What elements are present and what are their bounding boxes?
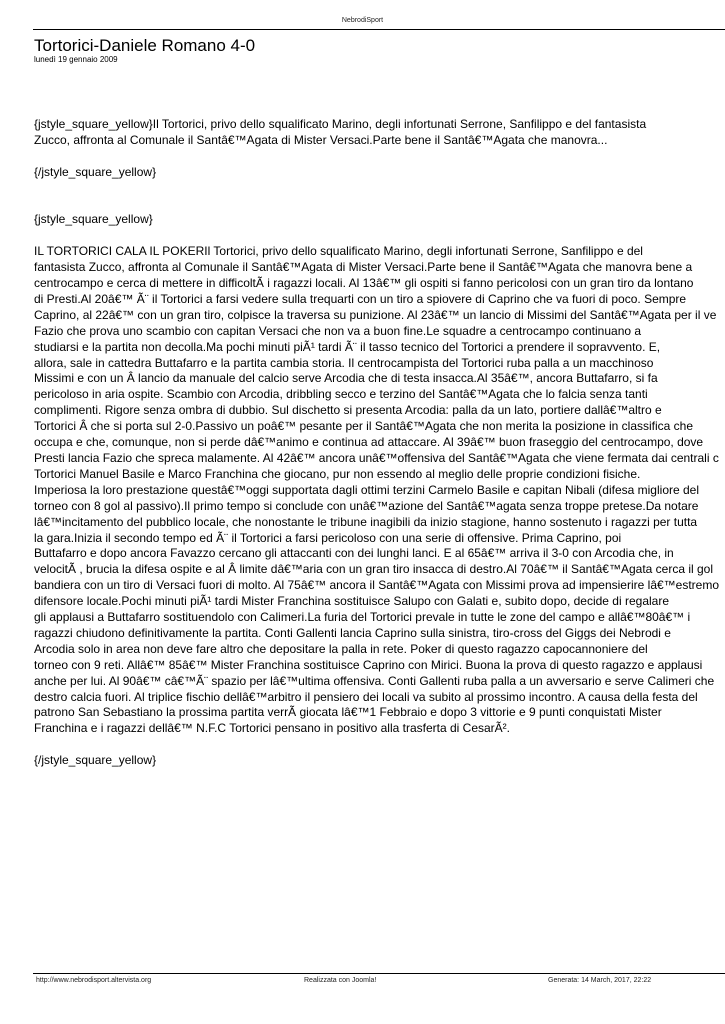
body-line: centrocampo e cerca di mettere in difficoltÃ i ragazzi locali. Al 13â€™ gli ospiti si fanno pericolosi con un gran tiro da lontano xyxy=(34,276,694,290)
body-line: Presti lancia Fazio che spreca malamente. Al 42â€™ ancora unâ€™offensiva del Santâ€™Agata che viene fermata dai centrali c xyxy=(34,450,719,465)
body-line: Buttafarro e dopo ancora Favazzo cercano gli attaccanti con dei lunghi lanci. E al 65â€™ arriva il 3-0 con Arcodia che, in xyxy=(34,546,674,561)
footer-generated: Generata: 14 March, 2017, 22:22 xyxy=(548,977,652,984)
body-line: Tortorici Manuel Basile e Marco Franchina che giocano, pur non essendo al meglio delle proprie condizioni fisiche. xyxy=(34,466,641,481)
intro-paragraph xyxy=(34,117,725,149)
body-line: Missimi e con un Â lancio da manuale del calcio serve Arcodia che di testa insacca.Al 35â€™, ancora Buttafarro, si fa xyxy=(34,371,658,386)
footer-divider xyxy=(33,973,725,974)
body-line: fantasista Zucco, affronta al Comunale il Santâ€™Agata di Mister Versaci.Parte bene il Santâ€™Agata che manovra bene a xyxy=(34,260,693,275)
close-tag: {/jstyle_square_yellow} xyxy=(34,164,157,179)
body-line: IL TORTORICI CALA IL POKERIl Tortorici, privo dello squalificato Marino, degli infortunati Serrone, Sanfilippo e del xyxy=(34,244,643,259)
body-line: torneo con 8 gol al passivo).Il primo tempo si conclude con unâ€™azione del Santâ€™agata senza troppe pretese.Da notare xyxy=(34,498,699,513)
open-tag: {jstyle_square_yellow} xyxy=(34,212,153,227)
body-line: Tortorici Â che si porta sul 2-0.Passivo un poâ€™ pesante per il Santâ€™Agata che non merita la posizione in classifica che xyxy=(34,419,694,434)
body-paragraph xyxy=(34,244,725,737)
intro-line: Zucco, affronta al Comunale il Santâ€™Agata di Mister Versaci.Parte bene il Santâ€™Agata che manovra... xyxy=(34,132,608,147)
body-line: torneo con 9 reti. Allâ€™ 85â€™ Mister Franchina sostituisce Caprino con Mirici. Buona la prova di questo ragazzo e applausi xyxy=(34,657,703,672)
body-line: patrono San Sebastiano la prossima partita verrÃ giocata lâ€™1 Febbraio e dopo 3 vittorie e 9 punti conquistati Mister xyxy=(34,705,662,720)
body-line: destro calcia fuori. Al triplice fischio dellâ€™arbitro il pensiero dei locali va subito al prossimo incontro. A causa della festa del xyxy=(34,689,698,704)
body-line: bandiera con un tiro di Versaci fuori di molto. Al 75â€™ ancora il Santâ€™Agata con Missimi prova ad impensierire lâ€™estremo xyxy=(34,578,720,593)
body-line: velocitÃ , brucia la difesa ospite e al Â limite dâ€™aria con un gran tiro insacca di destro.Al 70â€™ il Santâ€™Agata cerca il gol xyxy=(34,562,714,577)
body-line: Fazio che prova uno scambio con capitan Versaci che non va a buon fine.Le squadre a centrocampo continuano a xyxy=(34,323,642,338)
article-content xyxy=(34,117,725,769)
header-divider xyxy=(33,29,725,30)
body-line: pericoloso in aria ospite. Scambio con Arcodia, dribbling secco e terzino del Santâ€™Agata che lo falcia senza tanti xyxy=(34,387,648,402)
body-line: Franchina e i ragazzi dellâ€™ N.F.C Tortorici pensano in positivo alla trasferta di CesarÃ². xyxy=(34,721,510,736)
body-line: occupa e che, comunque, non si perde dâ€™animo e continua ad attaccare. Al 39â€™ buon fraseggio del centrocampo, dove xyxy=(34,435,704,450)
body-line: allora, sale in cattedra Buttafarro e la partita cambia storia. Il centrocampista del Tortorici ruba palla a un macchinoso xyxy=(34,355,654,370)
body-line: di Presti.Al 20â€™ Ã¨ il Tortorici a farsi vedere sulla trequarti con un tiro a spiovere di Caprino che va fuori di poco. Sempre xyxy=(34,291,687,306)
body-line: gli applausi a Buttafarro sostituendolo con Calimeri.La furia del Tortorici prevale in tutte le zone del campo e allâ€™80â€™ i xyxy=(34,610,691,625)
body-line: difensore locale.Pochi minuti piÃ¹ tardi Mister Franchina sostituisce Salupo con Galati e, subito dopo, decide di regalare xyxy=(34,594,670,609)
body-line: Caprino, al 22â€™ con un gran tiro, colpisce la traversa su punizione. Al 23â€™ un lancio di Missimi del Santâ€™Agata per il ve xyxy=(34,307,717,322)
body-line: ragazzi chiudono definitivamente la partita. Conti Gallenti lancia Caprino sulla sinistra, tiro-cross del Giggs dei Nebrodi e xyxy=(34,625,671,640)
body-line: Arcodia solo in area non deve fare altro che depositare la palla in rete. Poker di questo ragazzo capocannoniere del xyxy=(34,641,648,656)
body-line: Imperiosa la loro prestazione questâ€™oggi supportata dagli ottimi terzini Carmelo Basile e capitan Nibali (difesa migliore del xyxy=(34,482,700,497)
site-name: NebrodiSport xyxy=(341,17,384,24)
body-line: la gara.Inizia il secondo tempo ed Ã¨ il Tortorici a farsi pericoloso con una serie di offensive. Prima Caprino, poi xyxy=(34,530,622,545)
body-line: complimenti. Rigore senza ombra di dubbio. Sul dischetto si presenta Arcodia: palla da un lato, portiere dallâ€™altro e xyxy=(34,403,662,418)
footer-credit: Realizzata con Joomla! xyxy=(304,977,377,984)
article-title: Tortorici-Daniele Romano 4-0 xyxy=(34,36,256,55)
intro-line: {jstyle_square_yellow}Il Tortorici, privo dello squalificato Marino, degli infortunati Serrone, Sanfilippo e del fantasista xyxy=(34,117,647,131)
close-tag: {/jstyle_square_yellow} xyxy=(34,753,157,768)
body-line: lâ€™incitamento del pubblico locale, che nonostante le tribune inagibili da inizio stagione, hanno sostenuto i ragazzi per tutta xyxy=(34,514,698,529)
article-date: lunedì 19 gennaio 2009 xyxy=(34,55,118,64)
footer-url-link[interactable]: http://www.nebrodisport.altervista.org xyxy=(36,977,152,984)
body-line: anche per lui. Al 90â€™ câ€™Ã¨ spazio per lâ€™ultima offensiva. Conti Gallenti ruba palla a un avversario e serve Calimeri che xyxy=(34,673,715,688)
body-line: studiarsi e la partita non decolla.Ma pochi minuti piÃ¹ tardi Ã¨ il tasso tecnico del Tortorici a prendere il sopravvento. E, xyxy=(34,339,661,354)
